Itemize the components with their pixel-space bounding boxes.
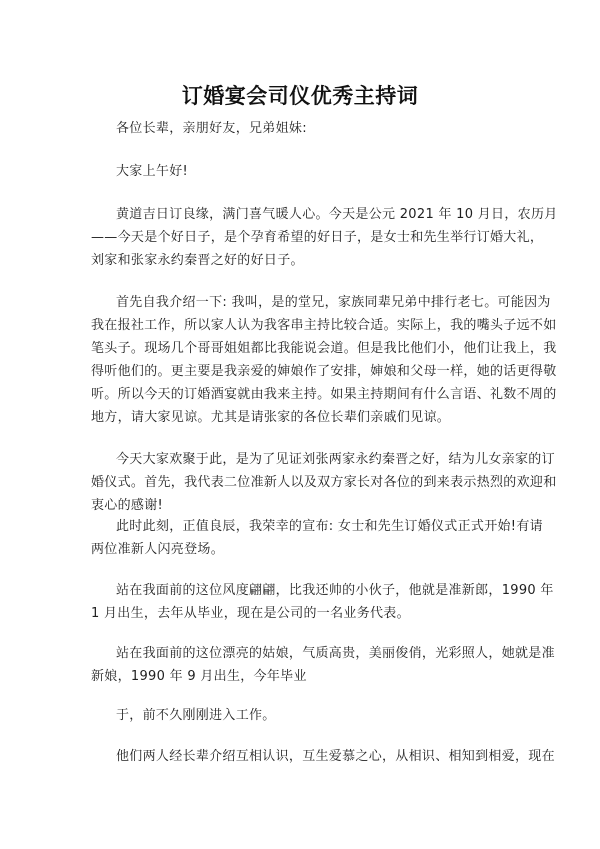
text-line: 于，前不久刚刚进入工作。: [116, 708, 276, 723]
paragraph-bride: [91, 642, 555, 688]
text-line: 大家上午好!: [116, 164, 189, 179]
text-line: 衷心的感谢!: [91, 498, 164, 513]
text-line: 得听他们的。更主要是我亲爱的婶娘作了安排，婶娘和父母一样，她的话更得敬: [91, 364, 557, 379]
text-line: 两位准新人闪亮登场。: [91, 542, 225, 557]
text-line: 婚仪式。首先，我代表二位准新人以及双方家长对各位的到来表示热烈的欢迎和: [91, 475, 557, 490]
text-line: 听。所以今天的订婚酒宴就由我来主持。如果主持期间有什么言语、礼数不周的: [91, 387, 557, 402]
text-line: 他们两人经长辈介绍互相认识，互生爱慕之心，从相识、相知到相爱，现在: [116, 749, 555, 764]
text-line: 1 月出生，去年从毕业，现在是公司的一名业务代表。: [91, 606, 410, 621]
text-line: 各位长辈，亲朋好友，兄弟姐妹:: [116, 121, 307, 136]
paragraph-meeting: [116, 745, 555, 768]
text-line: 地方，请大家见谅。尤其是请张家的各位长辈们亲戚们见谅。: [91, 410, 451, 425]
text-line: 今天大家欢聚于此，是为了见证刘张两家永约秦晋之好，结为儿女亲家的订: [116, 452, 555, 467]
text-line: 站在我面前的这位风度翩翩，比我还帅的小伙子，他就是准新郎，1990 年: [116, 583, 554, 598]
paragraph-groom: [91, 579, 554, 625]
paragraph-welcome: [91, 448, 557, 517]
paragraph-introduction: [91, 291, 557, 429]
text-line: 笔头子。现场几个哥哥姐姐都比我能说会道。但是我比他们小，他们让我上，我: [91, 341, 557, 356]
text-line: 黄道吉日订良缘，满门喜气暖人心。今天是公元 2021 年 10 月日，农历月: [116, 207, 558, 222]
text-line: ——今天是个好日子，是个孕育希望的好日子，是女士和先生举行订婚大礼，: [91, 230, 544, 245]
text-line: 首先自我介绍一下: 我叫，是的堂兄，家族同辈兄弟中排行老七。可能因为: [116, 295, 551, 310]
document-title: 订婚宴会司仪优秀主持词: [181, 84, 419, 108]
paragraph-salutation: [116, 117, 526, 140]
text-line: 此时此刻，正值良辰，我荣幸的宣布: 女士和先生订婚仪式正式开始!有请: [116, 519, 543, 534]
text-line: 站在我面前的这位漂亮的姑娘，气质高贵，美丽俊俏，光彩照人，她就是准: [116, 646, 555, 661]
text-line: 新娘，1990 年 9 月出生，今年毕业: [91, 669, 307, 684]
paragraph-greeting: [116, 160, 526, 183]
paragraph-bride-continued: [116, 704, 526, 727]
paragraph-date: [91, 203, 558, 272]
paragraph-announcement: [91, 515, 543, 561]
text-line: 我在报社工作，所以家人认为我客串主持比较合适。实际上，我的嘴头子远不如: [91, 318, 557, 333]
text-line: 刘家和张家永约秦晋之好的好日子。: [91, 253, 304, 268]
